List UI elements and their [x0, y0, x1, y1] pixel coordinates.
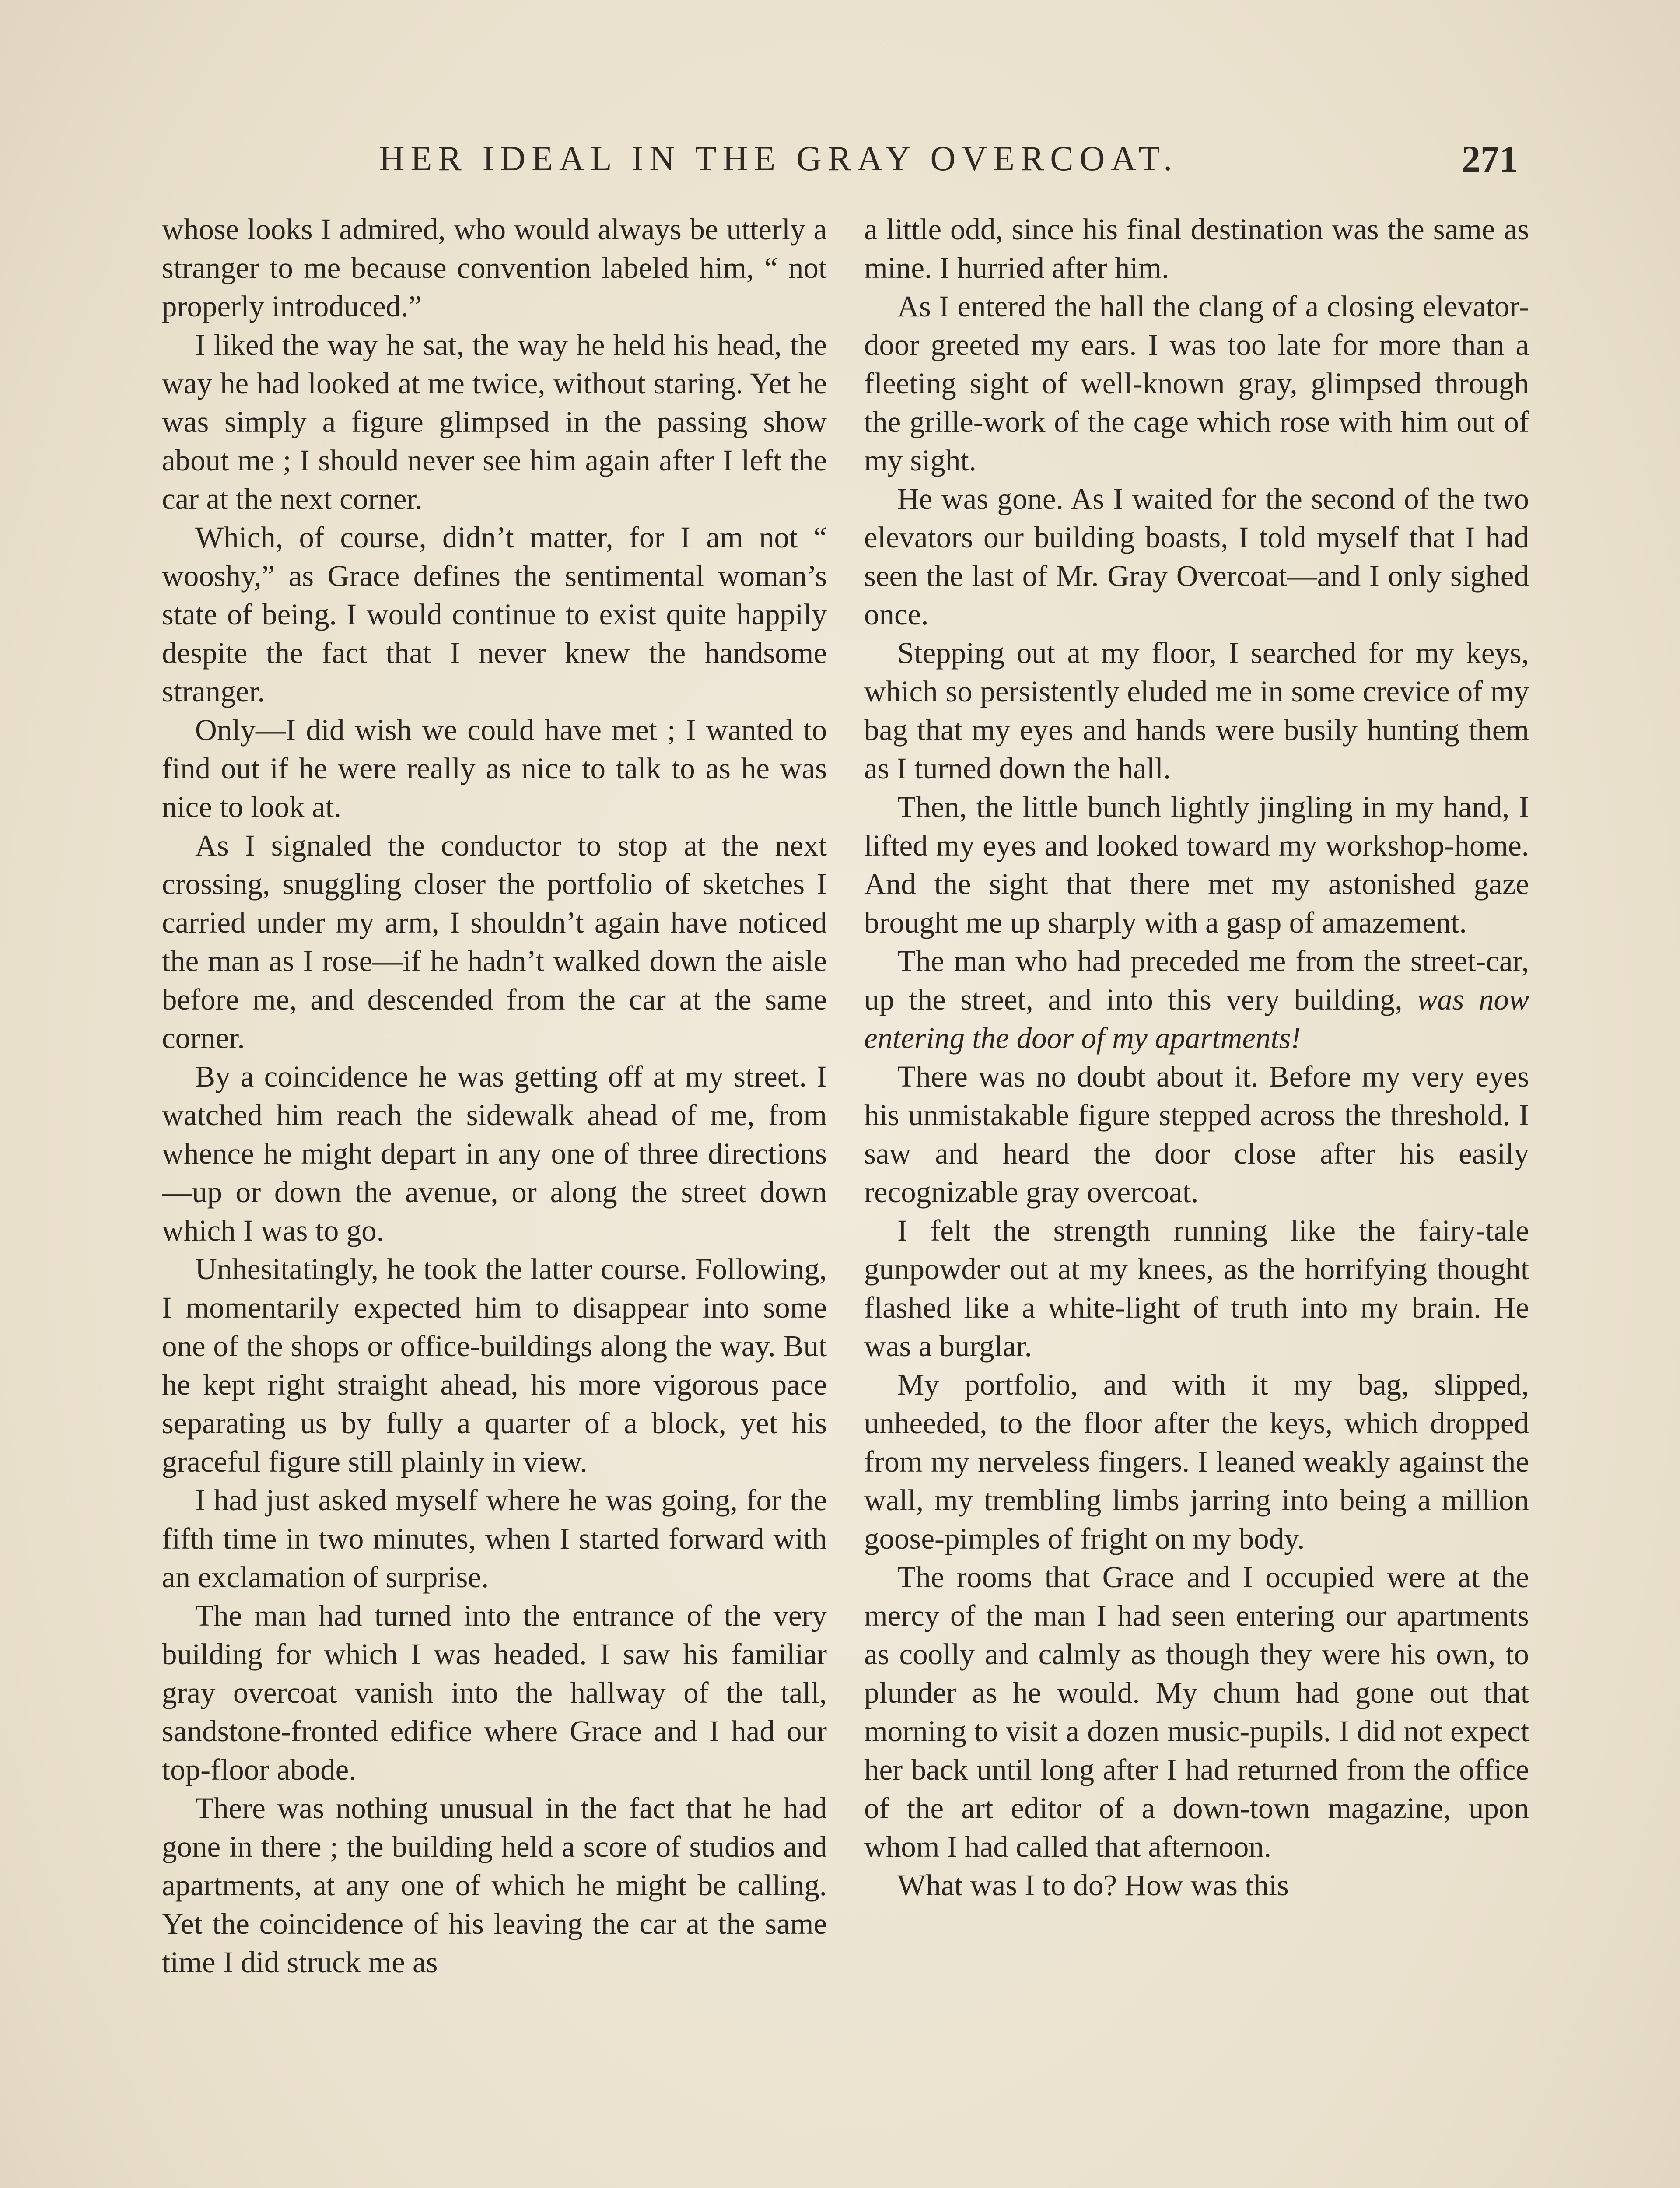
paragraph: As I entered the hall the clang of a closing elevator-door greeted my ears. I was too late for more than a fleeting sight of well-known gray, glimpsed through the grille-work of the cage which rose with him out of my sight.	[864, 290, 1529, 477]
paragraph: My portfolio, and with it my bag, slipped, unheeded, to the floor after the keys, which dropped from my nerveless fingers. I leaned weakly against the wall, my trembling limbs jarring into being a million goose-pimples of fright on my body.	[864, 1368, 1529, 1555]
paragraph: The man had turned into the entrance of the very building for which I was headed. I saw his familiar gray overcoat vanish into the hallway of the tall, sandstone-fronted edifice where Grace and I had our top-floor abode.	[162, 1599, 827, 1786]
paragraph: Which, of course, didn’t matter, for I am not “ wooshy,” as Grace defines the sentimental woman’s state of being. I would continue to exist quite happily despite the fact that I never knew the handsome stranger.	[162, 521, 827, 708]
page-number: 271	[1462, 138, 1518, 180]
paragraph: By a coincidence he was getting off at my street. I watched him reach the sidewalk ahead of me, from whence he might depart in any one of three directions—up or down the avenue, or along the street down which I was to go.	[162, 1060, 827, 1247]
running-head	[162, 135, 1518, 183]
paragraph: The rooms that Grace and I occupied were at the mercy of the man I had seen entering our apartments as coolly and calmly as though they were his own, to plunder as he would. My chum had gone out that morning to visit a dozen music-pupils. I did not expect her back until long after I had returned from the office of the art editor of a down-town magazine, upon whom I had called that afternoon.	[864, 1560, 1529, 1863]
paragraph: Unhesitatingly, he took the latter course. Following, I momentarily expected him to disappear into some one of the shops or office-buildings along the way. But he kept right straight ahead, his more vigorous pace separating us by fully a quarter of a block, yet his graceful figure still plainly in view.	[162, 1252, 827, 1478]
paragraph: Only—I did wish we could have met ; I wanted to find out if he were really as nice to talk to as he was nice to look at.	[162, 713, 827, 824]
paragraph: There was nothing unusual in the fact that he had gone in there ; the building held a score of studios and apartments, at any one of which he might be calling. Yet the coincidence of his leaving the car at the same time I did struck me as	[162, 1792, 827, 1979]
paragraph: He was gone. As I waited for the second of the two elevators our building boasts, I told myself that I had seen the last of Mr. Gray Overcoat—and I only sighed once.	[864, 482, 1529, 631]
paragraph: Then, the little bunch lightly jingling in my hand, I lifted my eyes and looked toward my workshop-home. And the sight that there met my astonished gaze brought me up sharply with a gasp of amazement.	[864, 790, 1529, 939]
paragraph: a little odd, since his final destination was the same as mine. I hurried after him.	[864, 213, 1529, 284]
running-title: HER IDEAL IN THE GRAY OVERCOAT.	[379, 140, 1179, 178]
paragraph	[864, 942, 1529, 1057]
paragraph: As I signaled the conductor to stop at the next crossing, snuggling closer the portfolio of sketches I carried under my arm, I shouldn’t again have noticed the man as I rose—if he hadn’t walked down the aisle before me, and descended from the car at the same corner.	[162, 829, 827, 1055]
italic-emphasis: was now entering the door of my apartments!	[864, 983, 1529, 1055]
paragraph: whose looks I admired, who would always be utterly a stranger to me because convention labeled him, “ not properly introduced.”	[162, 213, 827, 323]
paragraph: I had just asked myself where he was going, for the fifth time in two minutes, when I started forward with an exclamation of surprise.	[162, 1483, 827, 1594]
paragraph: What was I to do? How was this	[897, 1869, 1289, 1902]
paragraph: I felt the strength running like the fairy-tale gunpowder out at my knees, as the horrifying thought flashed like a white-light of truth into my brain. He was a burglar.	[864, 1214, 1529, 1363]
paragraph: Stepping out at my floor, I searched for my keys, which so persistently eluded me in some crevice of my bag that my eyes and hands were busily hunting them as I turned down the hall.	[864, 636, 1529, 785]
paragraph-text: The man who had preceded me from the street-car, up the street, and into this very building,	[864, 944, 1529, 1016]
left-column	[162, 210, 827, 2188]
paragraph: There was no doubt about it. Before my very eyes his unmistakable figure stepped across the threshold. I saw and heard the door close after his easily recognizable gray overcoat.	[864, 1060, 1529, 1209]
paragraph: I liked the way he sat, the way he held his head, the way he had looked at me twice, without staring. Yet he was simply a figure glimpsed in the passing show about me ; I should never see him again after I left the car at the next corner.	[162, 328, 827, 515]
right-column	[864, 210, 1529, 2188]
